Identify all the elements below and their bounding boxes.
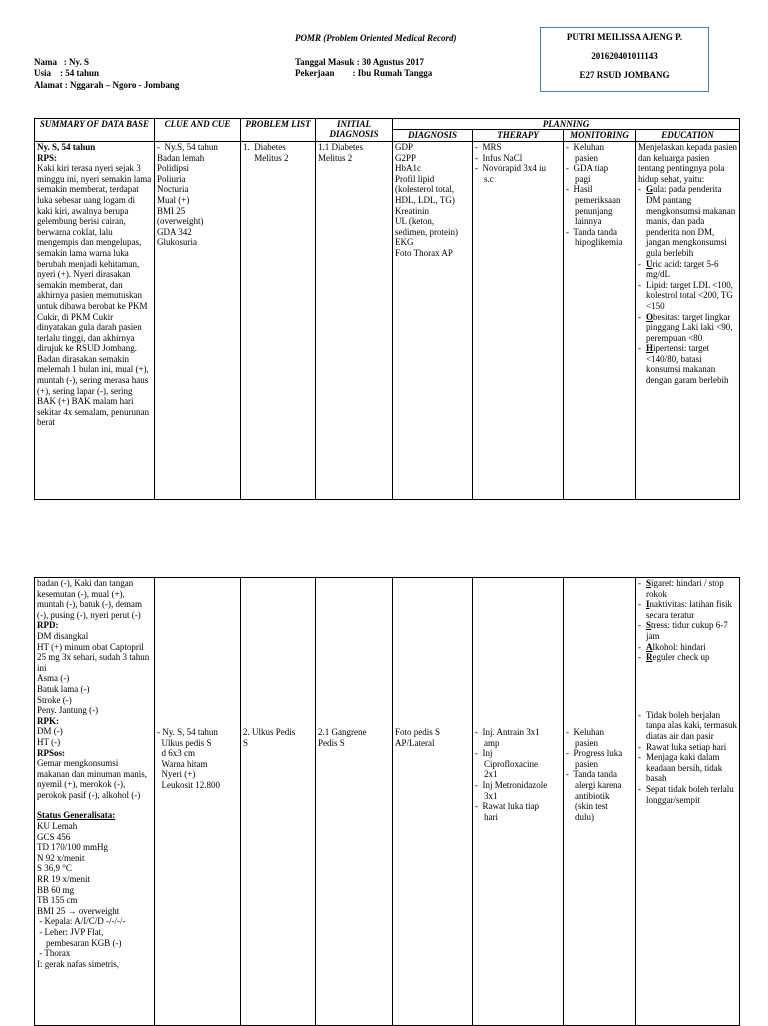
bullet-dash: - [638, 184, 641, 195]
status-generalisata-label: Status Generalisata: [37, 810, 116, 821]
education-p1-item [638, 259, 737, 280]
acronym-letter: G [646, 184, 654, 195]
header-initial: INITIAL DIAGNOSIS [316, 119, 393, 142]
education-list-bottom [638, 710, 737, 805]
header-planning: PLANNING [393, 119, 740, 130]
summary-text: Kaki kiri terasa nyeri sejak 3 minggu ini, nyeri semakin lama semakin memberat, terdapat luka sebesar uang logam di kaki kiri, awalnya berupa gelembung berisi cairan, berwarna coklat, lalu mengempis dan mengelupas, semakin lama warna luka berubah menjadi kehitaman, nyeri (+). Nyeri dirasakan semakin memberat, dan akhirnya pasien memutuskan untuk dibawa berobat ke PKM Cukir, di PKM Cukir dinyatakan gula darah pasien terlalu tinggi, dan akhirnya dirujuk ke RSUD Jombang. Badan dirasakan semakin melemah 1 bulan ini, mual (+), muntah (-), sering merasa haus (+), sering lapar (-), sering BAK (+) BAK malam hari sekitar 4x semalam, penurunan berat [37, 163, 152, 428]
education-intro: Menjelaskan kepada pasien dan keluarga pasien tentang pentingnya pola hidup sehat, yaitu: [638, 142, 737, 184]
rpk-label: RPK: [37, 715, 59, 726]
education-p1-text: Gula: pada penderita DM pantang mengkonsumsi makanan manis, dan pada penderita non DM, jangan mengkonsumsi gula berlebih [646, 184, 736, 258]
education-p2-top-text: Stress: tidur cukup 6-7 jam [646, 620, 728, 641]
header-therapy: THERAPY [473, 130, 564, 142]
bullet-dash: - [638, 311, 641, 322]
bullet-dash: - [638, 578, 641, 588]
therapy-cell: - MRS - Infus NaCl - Novorapid 3x4 iu s.c [473, 142, 564, 500]
summary-continued: badan (-), Kaki dan tangan kesemutan (-), mual (+), muntah (-), batuk (-), demam (-), pusing (-), nyeri perut (-) [37, 578, 145, 620]
education-p1-text: Uric acid: target 5-6 mg/dL [646, 258, 719, 280]
acronym-letter: S [646, 578, 652, 588]
bullet-dash: - [638, 343, 641, 354]
education-cell-2 [636, 578, 740, 1026]
diagnosis-cell-2 [393, 578, 473, 1026]
education-p1-text: Obesitas: target lingkar pinggang Laki laki <90, perempuan <80 [646, 311, 733, 343]
header-diagnosis: DIAGNOSIS [393, 130, 473, 142]
education-p2-bottom-text: Menjaga kaki dalam keadaan bersih, tidak basah [646, 752, 723, 784]
summary-title: Ny. S, 54 tahun [37, 142, 96, 152]
education-cell [636, 142, 740, 500]
rpd-text: DM disangkal HT (+) minum obat Captopril 25 mg 3x sehari, sudah 3 tahun ini Asma (-) Batuk lama (-) Stroke (-) Peny. Jantung (-) [37, 630, 150, 716]
clue-cell: - Ny.S, 54 tahun Badan lemah Polidipsi Poliuria Nocturia Mual (+) BMI 25 (overweight) GDA 342 Glukosuria [155, 142, 241, 500]
monitoring-cell-2 [564, 578, 636, 1026]
bullet-dash: - [638, 752, 641, 763]
problem-cell: 1. Diabetes Melitus 2 [241, 142, 316, 500]
summary-cell [35, 142, 155, 500]
status-generalisata-text: KU Lemah GCS 456 TD 170/100 mmHg N 92 x/menit S 36,9 °C RR 19 x/menit BB 60 mg TB 155 cm BMI 25 → overweight - Kepala: A/I/C/D -/-/-/- - Leher: JVP Flat, pembesaran KGB (-) - Thorax I: gerak nafas simetris, [37, 821, 126, 969]
acronym-letter: S [646, 620, 652, 631]
header-clue: CLUE AND CUE [155, 119, 241, 142]
education-p2-top-text: Alkohol: hindari [646, 641, 706, 652]
problem-text-2: 2. Ulkus Pedis S [243, 727, 296, 748]
acronym-letter: I [646, 599, 650, 610]
monitoring-cell: - Keluhan pasien - GDA tiap pagi - Hasil pemeriksaan penunjang lainnya - Tanda tanda hipoglikemia [564, 142, 636, 500]
education-p2-top-text: Inaktivitas: latihan fisik secara teratur [646, 599, 733, 620]
clue-cell-2 [155, 578, 241, 1026]
monitoring-text-2: - Keluhan pasien - Progress luka pasien - Tanda tanda alergi karena antibiotik (skin test dulu) [566, 727, 623, 822]
education-p2-top-text: Sigaret: hindari / stop rokok [646, 578, 724, 599]
student-info-box [540, 27, 709, 92]
summary-cell-2 [35, 578, 155, 1026]
education-p1-item [638, 280, 737, 312]
education-p1-item [638, 184, 737, 258]
header-education: EDUCATION [636, 130, 740, 142]
acronym-letter: A [646, 641, 653, 652]
education-p2-top-item [638, 642, 737, 653]
acronym-letter: U [646, 258, 653, 269]
diagnosis-cell: GDP G2PP HbA1c Profil lipid (kolesterol total, HDL, LDL, TG) Kreatinin UL (keton, sedimen, protein) EKG Foto Thorax AP [393, 142, 473, 500]
therapy-cell-2 [473, 578, 564, 1026]
document-title: POMR (Problem Oriented Medical Record) [295, 33, 457, 43]
education-p2-top-item [638, 652, 737, 663]
education-p1-item [638, 343, 737, 385]
admission-date: Tanggal Masuk : 30 Agustus 2017 [295, 57, 424, 67]
student-unit: E27 RSUD JOMBANG [579, 70, 670, 80]
education-p1-item [638, 312, 737, 344]
patient-name: Nama : Ny. S [34, 57, 90, 67]
clue-text-2: - Ny. S, 54 tahun Ulkus pedis S d 6x3 cm Warna hitam Nyeri (+) Leukosit 12.800 [157, 727, 220, 790]
education-p2-bottom-item [638, 742, 737, 753]
bullet-dash: - [638, 741, 641, 752]
bullet-dash: - [638, 620, 641, 631]
education-p2-bottom-item [638, 752, 737, 784]
acronym-letter: O [646, 311, 654, 322]
rps-label: RPS: [37, 152, 57, 163]
initial-diagnosis-cell: 1.1 Diabetes Melitus 2 [316, 142, 393, 500]
student-name: PUTRI MEILISSA AJENG P. [566, 32, 683, 42]
header-monitoring: MONITORING [564, 130, 636, 142]
rpk-text: DM (-) HT (-) [37, 726, 63, 747]
therapy-text-2: - Inj. Antrain 3x1 amp - Inj Ciprofloxacine 2x1 - Inj Metronidazole 3x1 - Rawat luka tiap hari [475, 727, 548, 822]
occupation: Pekerjaan : Ibu Rumah Tangga [295, 68, 433, 78]
bullet-dash: - [638, 279, 641, 290]
rpd-label: RPD: [37, 620, 59, 631]
acronym-letter: H [646, 343, 654, 354]
header-summary: SUMMARY OF DATA BASE [35, 119, 155, 142]
education-list [638, 184, 737, 385]
bullet-dash: - [638, 641, 641, 652]
bullet-dash: - [638, 709, 641, 720]
pomr-table-page-2 [34, 577, 740, 1026]
bullet-dash: - [638, 783, 641, 794]
education-p2-bottom-text: Tidak boleh berjalan tanpa alas kaki, termasuk diatas air dan pasir [646, 709, 737, 741]
education-list-top [638, 578, 737, 663]
education-p1-text: Lipid: target LDL <100, kolestrol total <200, TG <150 [646, 279, 734, 311]
patient-age: Usia : 54 tahun [34, 68, 100, 78]
initial-diagnosis-cell-2 [316, 578, 393, 1026]
education-p2-top-item [638, 578, 737, 599]
education-p1-text: Hipertensi: target <140/80, batasi konsumsi makanan dengan garam berlebih [646, 343, 729, 386]
bullet-dash: - [638, 599, 641, 610]
bullet-dash: - [638, 258, 641, 269]
student-id: 201620401011143 [591, 51, 658, 61]
education-p2-top-text: Reguler check up [646, 652, 710, 663]
rpsos-text: Gemar mengkonsumsi makanan dan minuman manis, nyemil (+), merokok (-), perokok pasif (-), alkohol (-) [37, 758, 150, 800]
initial-text-2: 2.1 Gangrene Pedis S [318, 727, 367, 748]
patient-address: Alamat : Nggarah – Ngoro - Jombang [34, 80, 180, 90]
rpsos-label: RPSos: [37, 747, 66, 758]
education-p2-bottom-item [638, 710, 737, 742]
education-p2-bottom-item [638, 784, 737, 805]
bullet-dash: - [638, 652, 641, 663]
education-p2-bottom-text: Sepat tidak boleh terlalu longgar/sempit [646, 783, 734, 805]
diagnosis-text-2: Foto pedis S AP/Lateral [395, 727, 441, 748]
education-p2-top-item [638, 620, 737, 641]
education-p2-top-item [638, 599, 737, 620]
pomr-table-page-1 [34, 118, 740, 500]
education-p2-bottom-text: Rawat luka setiap hari [646, 741, 727, 752]
header-problem: PROBLEM LIST [241, 119, 316, 142]
acronym-letter: R [646, 652, 653, 663]
problem-cell-2 [241, 578, 316, 1026]
